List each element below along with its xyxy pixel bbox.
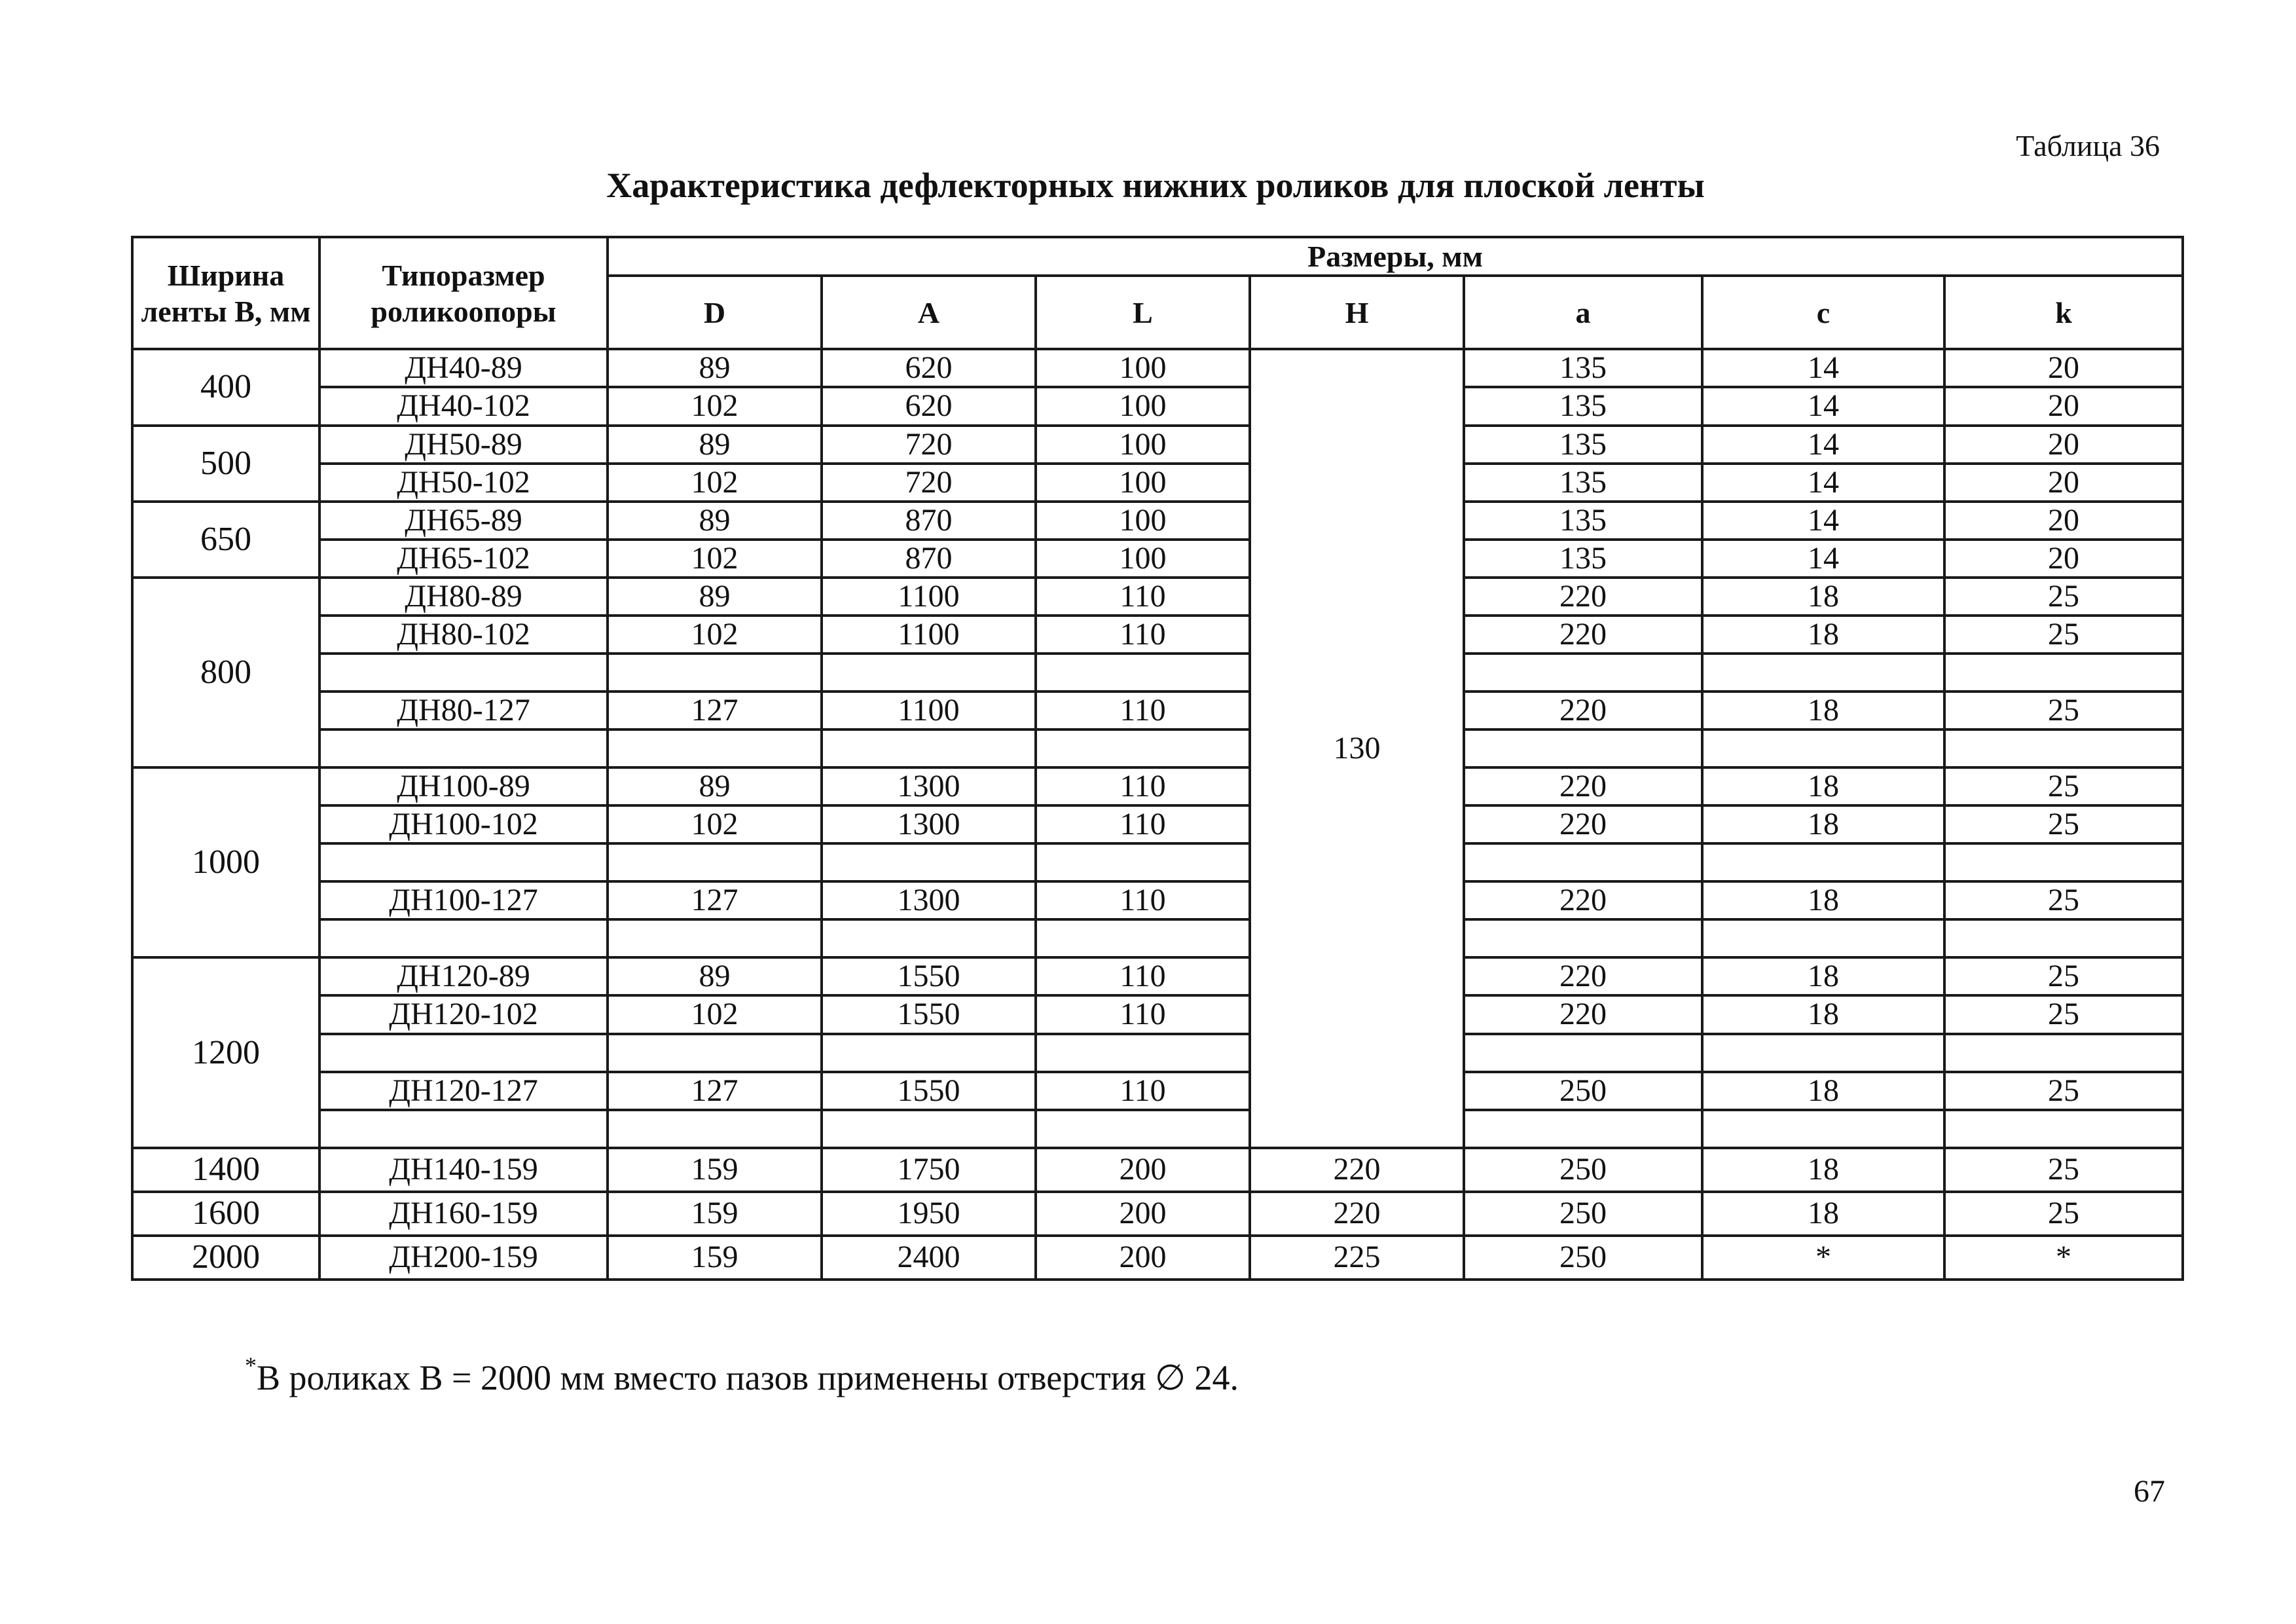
table-row <box>132 767 2183 805</box>
dim-k-cell: 20 <box>1944 387 2183 425</box>
dim-A-cell: 620 <box>822 387 1036 425</box>
dim-D-cell: 89 <box>608 349 822 387</box>
dim-c-cell: 18 <box>1702 1148 1944 1192</box>
dim-a-cell: 250 <box>1464 1192 1702 1236</box>
dim-L-cell: 200 <box>1036 1192 1250 1236</box>
dim-L-cell: 110 <box>1036 1072 1250 1110</box>
dim-a-cell: 135 <box>1464 540 1702 578</box>
type-cell: ДН100-89 <box>319 767 608 805</box>
dim-A-cell: 620 <box>822 349 1036 387</box>
dim-L-cell: 100 <box>1036 464 1250 502</box>
dim-k-cell: 20 <box>1944 540 2183 578</box>
dim-c-cell: 18 <box>1702 616 1944 654</box>
dim-A-cell: 1100 <box>822 578 1036 616</box>
dim-a-cell <box>1464 919 1702 957</box>
dim-k-cell: 20 <box>1944 502 2183 540</box>
dim-L-cell: 110 <box>1036 881 1250 919</box>
dim-A-cell: 1300 <box>822 767 1036 805</box>
type-cell: ДН65-89 <box>319 502 608 540</box>
dim-D-cell <box>608 843 822 881</box>
dim-A-cell: 1300 <box>822 805 1036 843</box>
spec-table <box>131 236 2184 1281</box>
dim-A-cell: 1750 <box>822 1148 1036 1192</box>
dim-H-cell: 225 <box>1250 1236 1464 1280</box>
type-cell <box>319 1110 608 1148</box>
header-k: k <box>1944 276 2183 349</box>
dim-L-cell: 110 <box>1036 767 1250 805</box>
type-cell: ДН100-102 <box>319 805 608 843</box>
dim-a-cell: 250 <box>1464 1148 1702 1192</box>
dim-L-cell <box>1036 919 1250 957</box>
dim-D-cell: 89 <box>608 502 822 540</box>
type-cell: ДН40-89 <box>319 349 608 387</box>
type-cell: ДН80-127 <box>319 692 608 729</box>
type-cell: ДН65-102 <box>319 540 608 578</box>
dim-A-cell: 1550 <box>822 1072 1036 1110</box>
dim-L-cell: 110 <box>1036 578 1250 616</box>
dim-A-cell <box>822 843 1036 881</box>
table-row <box>132 387 2183 425</box>
dim-D-cell: 159 <box>608 1192 822 1236</box>
dim-A-cell: 1100 <box>822 616 1036 654</box>
type-cell: ДН40-102 <box>319 387 608 425</box>
type-cell: ДН120-127 <box>319 1072 608 1110</box>
dim-c-cell: 18 <box>1702 1192 1944 1236</box>
dim-A-cell <box>822 1034 1036 1072</box>
dim-D-cell: 89 <box>608 767 822 805</box>
dim-c-cell: 18 <box>1702 767 1944 805</box>
header-type: Типоразмер роликоопоры <box>319 237 608 349</box>
dim-a-cell: 135 <box>1464 426 1702 464</box>
table-row <box>132 1192 2183 1236</box>
dim-H-cell: 220 <box>1250 1192 1464 1236</box>
header-c: c <box>1702 276 1944 349</box>
dim-A-cell: 870 <box>822 502 1036 540</box>
dim-c-cell <box>1702 1110 1944 1148</box>
type-cell: ДН50-89 <box>319 426 608 464</box>
type-cell <box>319 1034 608 1072</box>
table-row <box>132 426 2183 464</box>
dim-a-cell: 220 <box>1464 805 1702 843</box>
dim-a-cell: 220 <box>1464 692 1702 729</box>
dim-k-cell: 25 <box>1944 957 2183 995</box>
belt-width-cell: 650 <box>132 502 319 578</box>
belt-width-cell: 1200 <box>132 957 319 1147</box>
table-row <box>132 995 2183 1033</box>
dim-a-cell: 220 <box>1464 881 1702 919</box>
dim-c-cell: 14 <box>1702 426 1944 464</box>
type-cell: ДН160-159 <box>319 1192 608 1236</box>
dim-A-cell: 720 <box>822 426 1036 464</box>
table-row <box>132 1072 2183 1110</box>
dim-a-cell <box>1464 1110 1702 1148</box>
dim-A-cell: 1300 <box>822 881 1036 919</box>
header-dimensions: Размеры, мм <box>608 237 2183 276</box>
dim-c-cell: 18 <box>1702 805 1944 843</box>
dim-k-cell: 25 <box>1944 616 2183 654</box>
dim-L-cell: 110 <box>1036 616 1250 654</box>
dim-A-cell: 1950 <box>822 1192 1036 1236</box>
table-row <box>132 464 2183 502</box>
dim-a-cell: 220 <box>1464 957 1702 995</box>
dim-k-cell: 20 <box>1944 349 2183 387</box>
dim-k-cell: 25 <box>1944 995 2183 1033</box>
dim-A-cell <box>822 1110 1036 1148</box>
dim-c-cell: 18 <box>1702 995 1944 1033</box>
dim-k-cell: 25 <box>1944 805 2183 843</box>
belt-width-cell: 800 <box>132 578 319 767</box>
dim-c-cell: 18 <box>1702 578 1944 616</box>
type-cell: ДН50-102 <box>319 464 608 502</box>
dim-k-cell: 20 <box>1944 464 2183 502</box>
belt-width-cell: 1000 <box>132 767 319 957</box>
dim-D-cell: 102 <box>608 805 822 843</box>
dim-L-cell: 100 <box>1036 540 1250 578</box>
dim-D-cell: 127 <box>608 881 822 919</box>
dim-D-cell <box>608 654 822 692</box>
dim-c-cell: 18 <box>1702 881 1944 919</box>
dim-D-cell: 159 <box>608 1148 822 1192</box>
dim-c-cell <box>1702 919 1944 957</box>
table-row <box>132 349 2183 387</box>
header-D: D <box>608 276 822 349</box>
dim-L-cell <box>1036 1034 1250 1072</box>
page-number: 67 <box>2134 1474 2165 1509</box>
table-row <box>132 654 2183 692</box>
dim-a-cell <box>1464 729 1702 767</box>
dim-L-cell: 200 <box>1036 1148 1250 1192</box>
dim-k-cell: 25 <box>1944 767 2183 805</box>
table-row <box>132 578 2183 616</box>
dim-k-cell: 25 <box>1944 1072 2183 1110</box>
dim-k-cell <box>1944 1034 2183 1072</box>
dim-D-cell: 102 <box>608 616 822 654</box>
dim-L-cell: 110 <box>1036 995 1250 1033</box>
dim-D-cell <box>608 1034 822 1072</box>
header-a: a <box>1464 276 1702 349</box>
dim-D-cell <box>608 1110 822 1148</box>
table-row <box>132 540 2183 578</box>
dim-c-cell: * <box>1702 1236 1944 1280</box>
dim-c-cell <box>1702 729 1944 767</box>
dim-c-cell <box>1702 843 1944 881</box>
table-row <box>132 692 2183 729</box>
type-cell: ДН200-159 <box>319 1236 608 1280</box>
dim-H-merged-cell: 130 <box>1250 349 1464 1147</box>
table-row <box>132 1110 2183 1148</box>
belt-width-cell: 1600 <box>132 1192 319 1236</box>
dim-k-cell: 25 <box>1944 1192 2183 1236</box>
type-cell: ДН120-89 <box>319 957 608 995</box>
dim-k-cell: 25 <box>1944 692 2183 729</box>
dim-L-cell: 200 <box>1036 1236 1250 1280</box>
table-row <box>132 881 2183 919</box>
dim-k-cell: 25 <box>1944 1148 2183 1192</box>
page-title: Характеристика дефлекторных нижних роликов для плоской ленты <box>606 166 1705 205</box>
type-cell: ДН100-127 <box>319 881 608 919</box>
dim-c-cell: 14 <box>1702 387 1944 425</box>
dim-k-cell <box>1944 654 2183 692</box>
dim-a-cell <box>1464 1034 1702 1072</box>
dim-c-cell: 18 <box>1702 692 1944 729</box>
belt-width-cell: 2000 <box>132 1236 319 1280</box>
table-row <box>132 805 2183 843</box>
dim-k-cell <box>1944 729 2183 767</box>
dim-a-cell: 135 <box>1464 387 1702 425</box>
dim-A-cell: 1550 <box>822 957 1036 995</box>
dim-L-cell <box>1036 1110 1250 1148</box>
dim-D-cell: 127 <box>608 1072 822 1110</box>
dim-D-cell <box>608 919 822 957</box>
table-row <box>132 729 2183 767</box>
dim-L-cell: 100 <box>1036 502 1250 540</box>
table-row <box>132 1236 2183 1280</box>
belt-width-cell: 500 <box>132 426 319 502</box>
dim-c-cell <box>1702 1034 1944 1072</box>
dim-D-cell: 89 <box>608 578 822 616</box>
type-cell <box>319 654 608 692</box>
type-cell: ДН140-159 <box>319 1148 608 1192</box>
dim-D-cell: 127 <box>608 692 822 729</box>
dim-c-cell: 14 <box>1702 464 1944 502</box>
dim-D-cell: 89 <box>608 957 822 995</box>
dim-H-cell: 220 <box>1250 1148 1464 1192</box>
dim-k-cell <box>1944 843 2183 881</box>
type-cell: ДН80-102 <box>319 616 608 654</box>
dim-L-cell: 100 <box>1036 349 1250 387</box>
table-row <box>132 616 2183 654</box>
header-H: H <box>1250 276 1464 349</box>
dim-A-cell: 870 <box>822 540 1036 578</box>
dim-c-cell: 18 <box>1702 1072 1944 1110</box>
dim-a-cell: 135 <box>1464 464 1702 502</box>
dim-L-cell <box>1036 729 1250 767</box>
dim-D-cell: 102 <box>608 387 822 425</box>
dim-a-cell <box>1464 843 1702 881</box>
belt-width-cell: 400 <box>132 349 319 425</box>
dim-D-cell: 159 <box>608 1236 822 1280</box>
dim-k-cell: 25 <box>1944 881 2183 919</box>
dim-a-cell: 250 <box>1464 1072 1702 1110</box>
table-row <box>132 919 2183 957</box>
dim-D-cell: 102 <box>608 995 822 1033</box>
dim-L-cell: 100 <box>1036 426 1250 464</box>
dim-c-cell <box>1702 654 1944 692</box>
table-label: Таблица 36 <box>2016 129 2160 162</box>
dim-k-cell <box>1944 1110 2183 1148</box>
type-cell <box>319 729 608 767</box>
type-cell: ДН80-89 <box>319 578 608 616</box>
header-A: A <box>822 276 1036 349</box>
type-cell <box>319 919 608 957</box>
dim-A-cell <box>822 654 1036 692</box>
footnote-text: В роликах В = 2000 мм вместо пазов применены отверстия ∅ 24. <box>257 1358 1239 1397</box>
dim-L-cell <box>1036 654 1250 692</box>
dim-L-cell: 110 <box>1036 957 1250 995</box>
dim-L-cell: 110 <box>1036 692 1250 729</box>
dim-A-cell: 1550 <box>822 995 1036 1033</box>
dim-a-cell: 135 <box>1464 349 1702 387</box>
header-L: L <box>1036 276 1250 349</box>
table-row <box>132 502 2183 540</box>
dim-k-cell: 20 <box>1944 426 2183 464</box>
dim-c-cell: 14 <box>1702 502 1944 540</box>
dim-a-cell: 220 <box>1464 578 1702 616</box>
table-row <box>132 1034 2183 1072</box>
dim-A-cell: 720 <box>822 464 1036 502</box>
dim-a-cell: 220 <box>1464 616 1702 654</box>
table-row <box>132 843 2183 881</box>
dim-D-cell <box>608 729 822 767</box>
dim-A-cell: 2400 <box>822 1236 1036 1280</box>
dim-D-cell: 102 <box>608 540 822 578</box>
footnote-marker: * <box>245 1352 257 1378</box>
dim-a-cell: 220 <box>1464 995 1702 1033</box>
belt-width-cell: 1400 <box>132 1148 319 1192</box>
dim-L-cell: 110 <box>1036 805 1250 843</box>
type-cell: ДН120-102 <box>319 995 608 1033</box>
table-row <box>132 957 2183 995</box>
dim-A-cell <box>822 919 1036 957</box>
dim-A-cell: 1100 <box>822 692 1036 729</box>
footnote <box>245 1352 1239 1398</box>
dim-L-cell: 100 <box>1036 387 1250 425</box>
dim-k-cell <box>1944 919 2183 957</box>
dim-A-cell <box>822 729 1036 767</box>
dim-L-cell <box>1036 843 1250 881</box>
dim-a-cell: 250 <box>1464 1236 1702 1280</box>
table-row <box>132 1148 2183 1192</box>
header-width: Ширина ленты В, мм <box>132 237 319 349</box>
dim-D-cell: 102 <box>608 464 822 502</box>
dim-k-cell: 25 <box>1944 578 2183 616</box>
dim-c-cell: 14 <box>1702 540 1944 578</box>
dim-a-cell: 135 <box>1464 502 1702 540</box>
dim-D-cell: 89 <box>608 426 822 464</box>
dim-a-cell: 220 <box>1464 767 1702 805</box>
dim-k-cell: * <box>1944 1236 2183 1280</box>
dim-a-cell <box>1464 654 1702 692</box>
dim-c-cell: 18 <box>1702 957 1944 995</box>
type-cell <box>319 843 608 881</box>
dim-c-cell: 14 <box>1702 349 1944 387</box>
